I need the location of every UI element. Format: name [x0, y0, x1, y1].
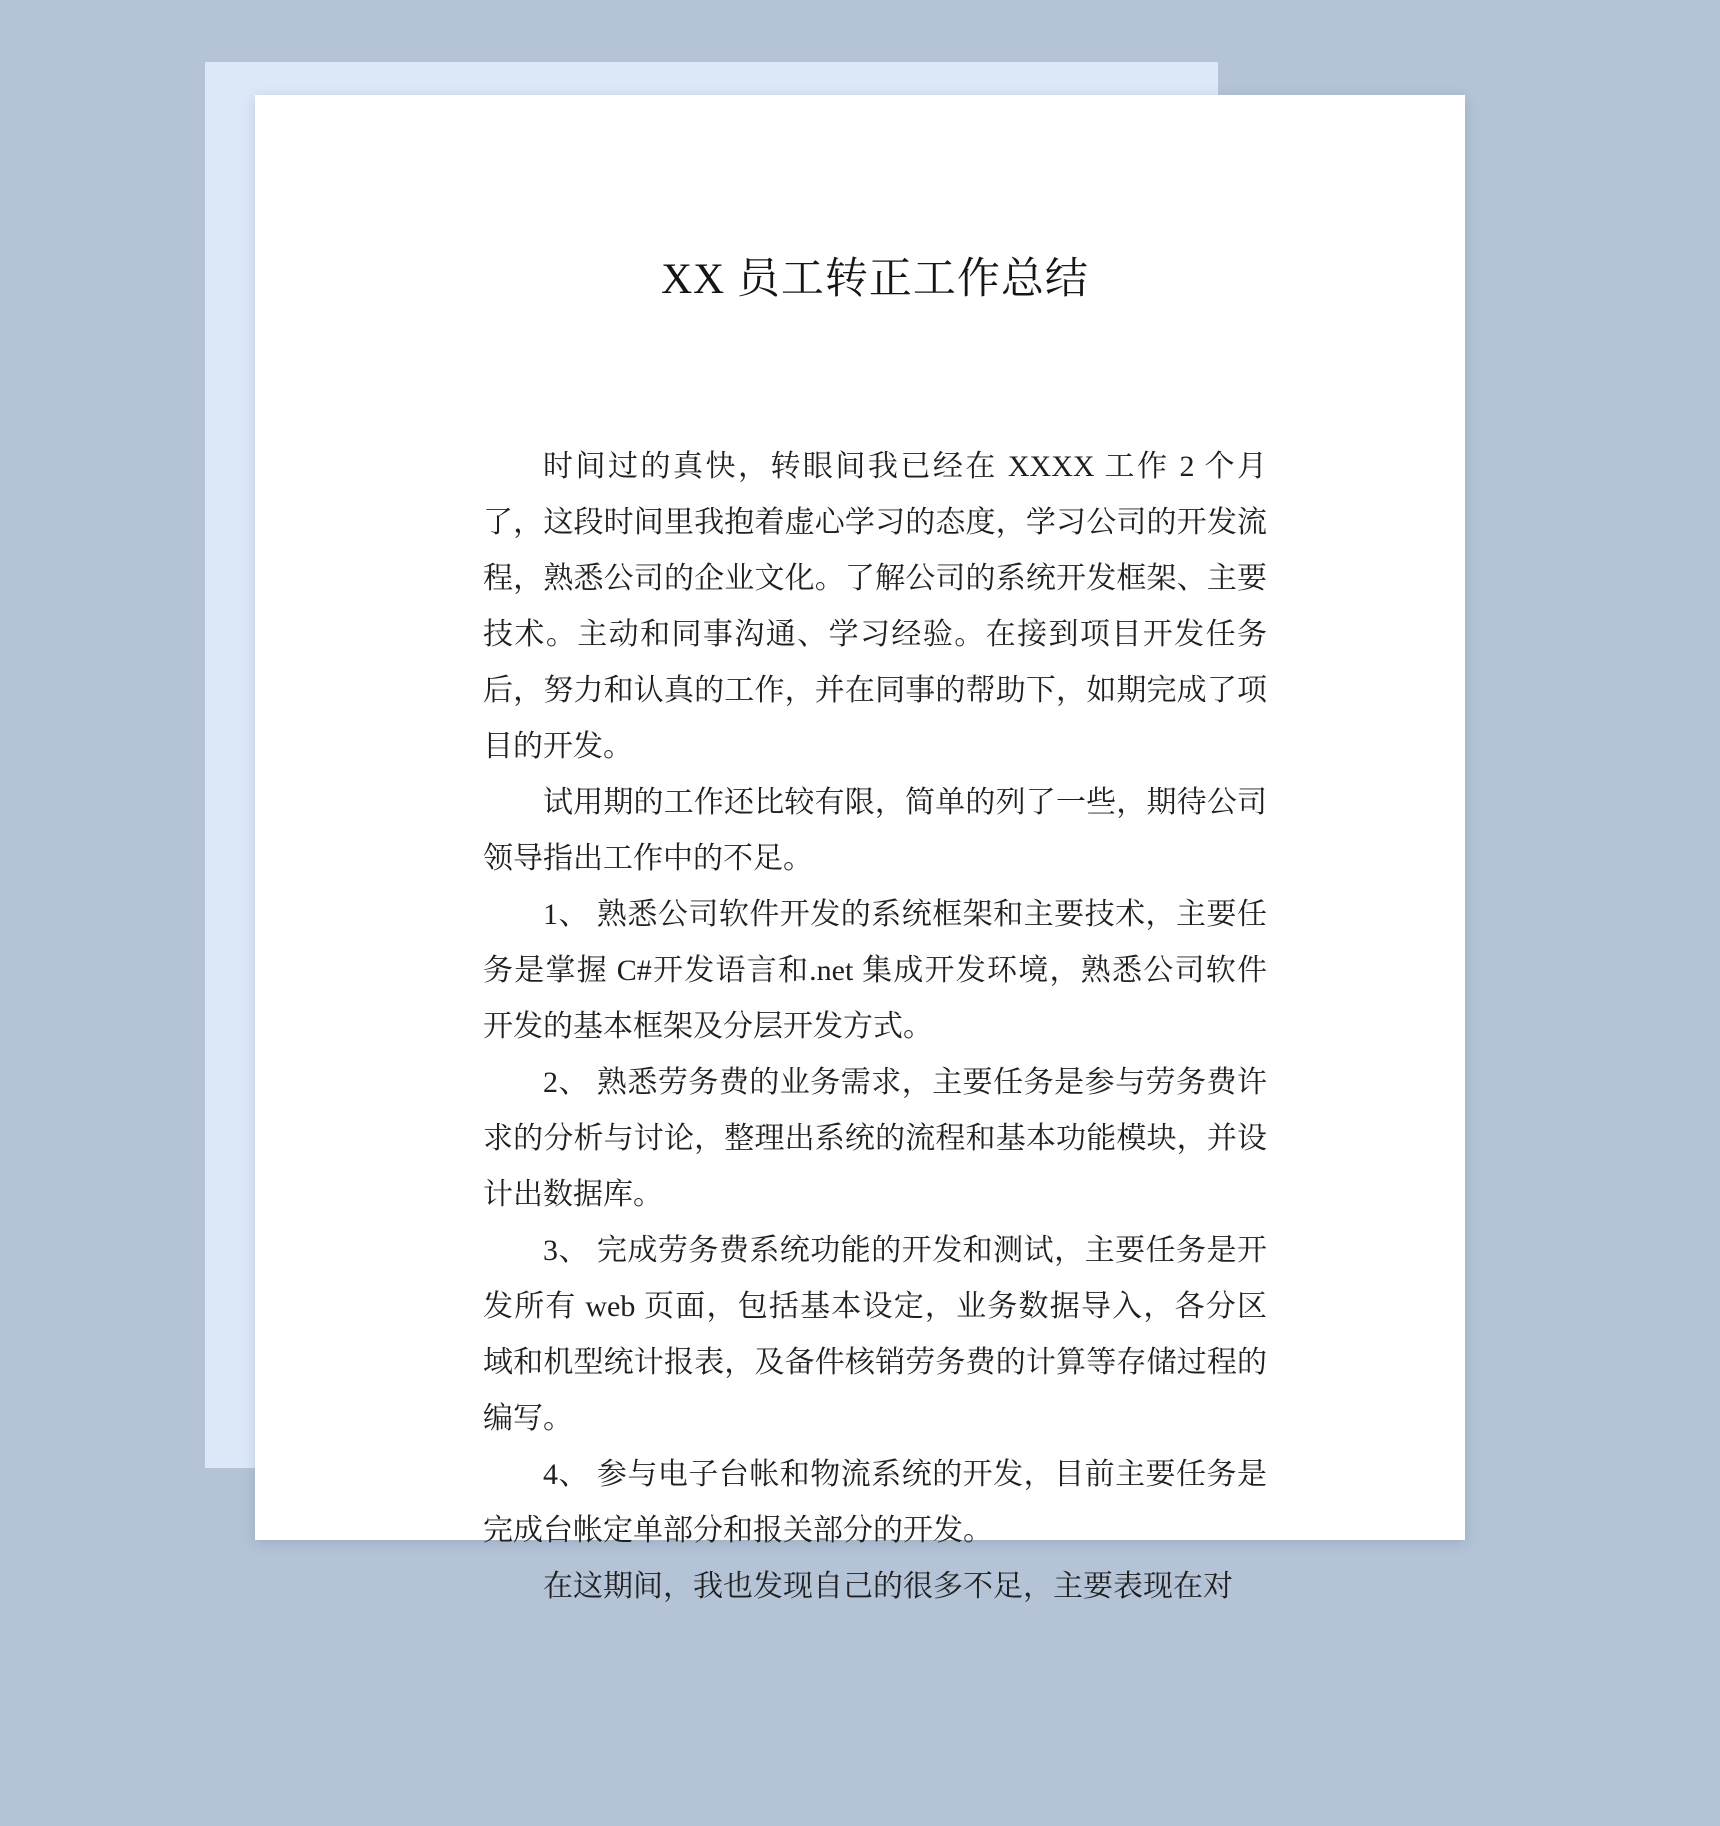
document-paragraph: 2、 熟悉劳务费的业务需求，主要任务是参与劳务费许求的分析与讨论，整理出系统的流程和基本功能模块，并设计出数据库。 — [483, 1065, 1267, 1211]
document-body — [483, 439, 1267, 1615]
document-paragraph: 4、 参与电子台帐和物流系统的开发，目前主要任务是完成台帐定单部分和报关部分的开发。 — [483, 1457, 1267, 1547]
document-page — [255, 95, 1465, 1603]
document-title: XX 员工转正工作总结 — [661, 256, 1089, 303]
document-paragraph: 3、 完成劳务费系统功能的开发和测试，主要任务是开发所有 web 页面，包括基本设定，业务数据导入，各分区域和机型统计报表，及备件核销劳务费的计算等存储过程的编写。 — [483, 1233, 1267, 1435]
document-paragraph: 试用期的工作还比较有限，简单的列了一些，期待公司领导指出工作中的不足。 — [483, 785, 1267, 875]
document-paragraph: 时间过的真快，转眼间我已经在 XXXX 工作 2 个月了，这段时间里我抱着虚心学习的态度，学习公司的开发流程，熟悉公司的企业文化。了解公司的系统开发框架、主要技术。主动和同事沟通、学习经验。在接到项目开发任务后，努力和认真的工作，并在同事的帮助下，如期完成了项目的开发。 — [483, 449, 1267, 763]
document-paragraph: 1、 熟悉公司软件开发的系统框架和主要技术，主要任务是掌握 C#开发语言和.net 集成开发环境，熟悉公司软件开发的基本框架及分层开发方式。 — [483, 897, 1267, 1043]
document-paragraph: 在这期间，我也发现自己的很多不足，主要表现在对 — [543, 1569, 1233, 1603]
